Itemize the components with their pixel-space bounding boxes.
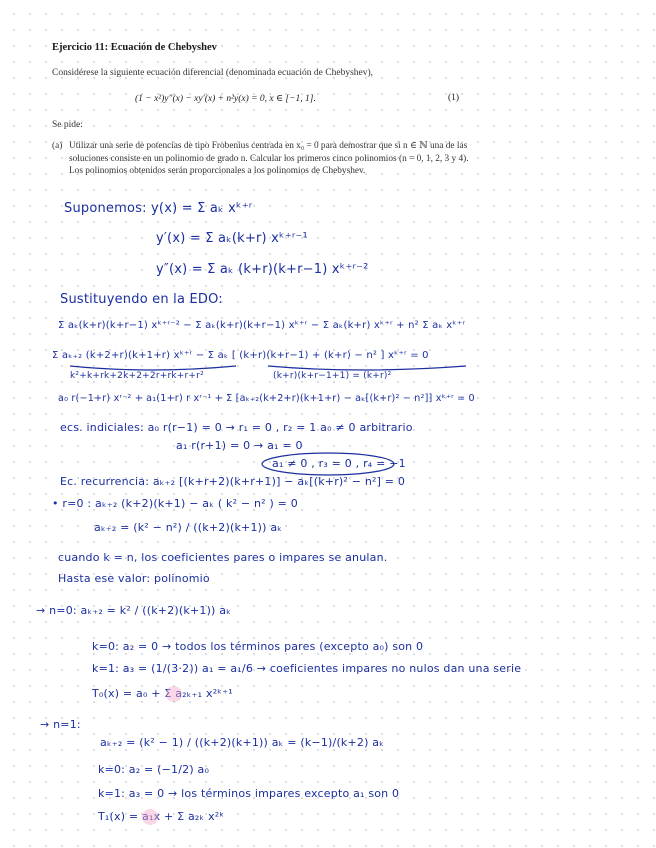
hw-indicial-second: a₁ r(r+1) = 0 → a₁ = 0 (176, 439, 303, 452)
hw-n0-k1: k=1: a₃ = (1/(3·2)) a₁ = a₁/6 → coeficientes impares no nulos dan una serie (92, 662, 522, 675)
intro-text: Considérese la siguiente ecuación diferencial (denominada ecuación de Chebyshev), (52, 68, 374, 78)
hw-n0-k0: k=0: a₂ = 0 → todos los términos pares (excepto a₀) son 0 (92, 640, 424, 653)
hw-simplification-note: (k+r)(k+r−1+1) = (k+r)² (273, 371, 392, 381)
hw-expansion-note: k²+k+rk+2k+2+2r+rk+r+r² (70, 371, 204, 381)
underbrace-left (70, 366, 236, 370)
hw-second-derivative: y″(x) = Σ aₖ (k+r)(k+r−1) xᵏ⁺ʳ⁻² (156, 262, 369, 277)
underbrace-right (268, 366, 466, 370)
hw-recurrence-solved: aₖ₊₂ = (k² − n²) / ((k+2)(k+1)) aₖ (94, 521, 283, 534)
hw-sustituyendo: Sustituyendo en la EDO: (60, 292, 223, 307)
hw-t0: T₀(x) = a₀ + Σ a₂ₖ₊₁ x²ᵏ⁺¹ (92, 687, 233, 700)
hw-r-zero: • r=0 : aₖ₊₂ (k+2)(k+1) − aₖ ( k² − n² ) = 0 (52, 497, 298, 510)
hw-cuando: cuando k = n, los coeficientes pares o impares se anulan. (58, 551, 388, 564)
se-pide-label: Se pide: (52, 120, 83, 130)
hw-suponemos: Suponemos: y(x) = Σ aₖ xᵏ⁺ʳ (64, 201, 253, 216)
hw-n1-k1: k=1: a₃ = 0 → los términos impares excepto a₁ son 0 (98, 787, 400, 800)
exercise-title: Ejercicio 11: Ecuación de Chebyshev (52, 42, 217, 53)
hw-recurrence: Ec. recurrencia: aₖ₊₂ [(k+r+2)(k+r+1)] − aₖ[(k+r)² − n²] = 0 (60, 475, 406, 488)
hw-n1-k0: k=0: a₂ = (−1/2) a₀ (98, 763, 210, 776)
hw-t1: T₁(x) = a₁x + Σ a₂ₖ x²ᵏ (98, 810, 225, 823)
equation-number: (1) (448, 93, 460, 103)
hw-circled-roots: a₁ ≠ 0 , r₃ = 0 , r₄ = −1 (272, 457, 406, 470)
part-a-text: Utilizar una serie de potencias de tipo Frobenius centrada en x₀ = 0 para demostrar que si n ∈ ℕ una de las soluciones consiste en un polinomio de grado n. Calcular los primeros cinco polinomios (n = 0, 1, 2, 3 y 4). Los polinomios obtenidos serán proporcionales a los polinomios de Chebyshev. (69, 141, 469, 176)
hw-n-zero: → n=0: aₖ₊₂ = k² / ((k+2)(k+1)) aₖ (36, 604, 232, 617)
hw-first-derivative: y′(x) = Σ aₖ(k+r) xᵏ⁺ʳ⁻¹ (156, 231, 308, 246)
hw-substituted-series: Σ aₖ(k+r)(k+r−1) xᵏ⁺ʳ⁻² − Σ aₖ(k+r)(k+r−1) xᵏ⁺ʳ − Σ aₖ(k+r) xᵏ⁺ʳ + n² Σ aₖ xᵏ⁺ʳ (58, 320, 466, 331)
hw-hasta: Hasta ese valor: polinomio (58, 572, 210, 585)
chebyshev-equation: (1 − x²)y″(x) − xy′(x) + n²y(x) = 0, x ∈ [−1, 1]. (135, 94, 316, 104)
hw-n1-recurrence: aₖ₊₂ = (k² − 1) / ((k+2)(k+1)) aₖ = (k−1)/(k+2) aₖ (100, 736, 385, 749)
part-a-label: (a) (52, 141, 63, 151)
hw-indicial-eqs: ecs. indiciales: a₀ r(r−1) = 0 → r₁ = 0 , r₂ = 1 a₀ ≠ 0 arbitrario (60, 421, 413, 434)
hw-shifted-series: Σ aₖ₊₂ (k+2+r)(k+1+r) xᵏ⁺ʳ − Σ aₖ [ (k+r)(k+r−1) + (k+r) − n² ] xᵏ⁺ʳ = 0 (52, 350, 429, 361)
hw-combined-series: a₀ r(−1+r) xʳ⁻² + a₁(1+r) r xʳ⁻¹ + Σ [aₖ₊₂(k+2+r)(k+1+r) − aₖ[(k+r)² − n²]] xᵏ⁺ʳ = 0 (58, 393, 475, 404)
hw-n-one: → n=1: (40, 718, 81, 731)
part-a (52, 140, 472, 178)
